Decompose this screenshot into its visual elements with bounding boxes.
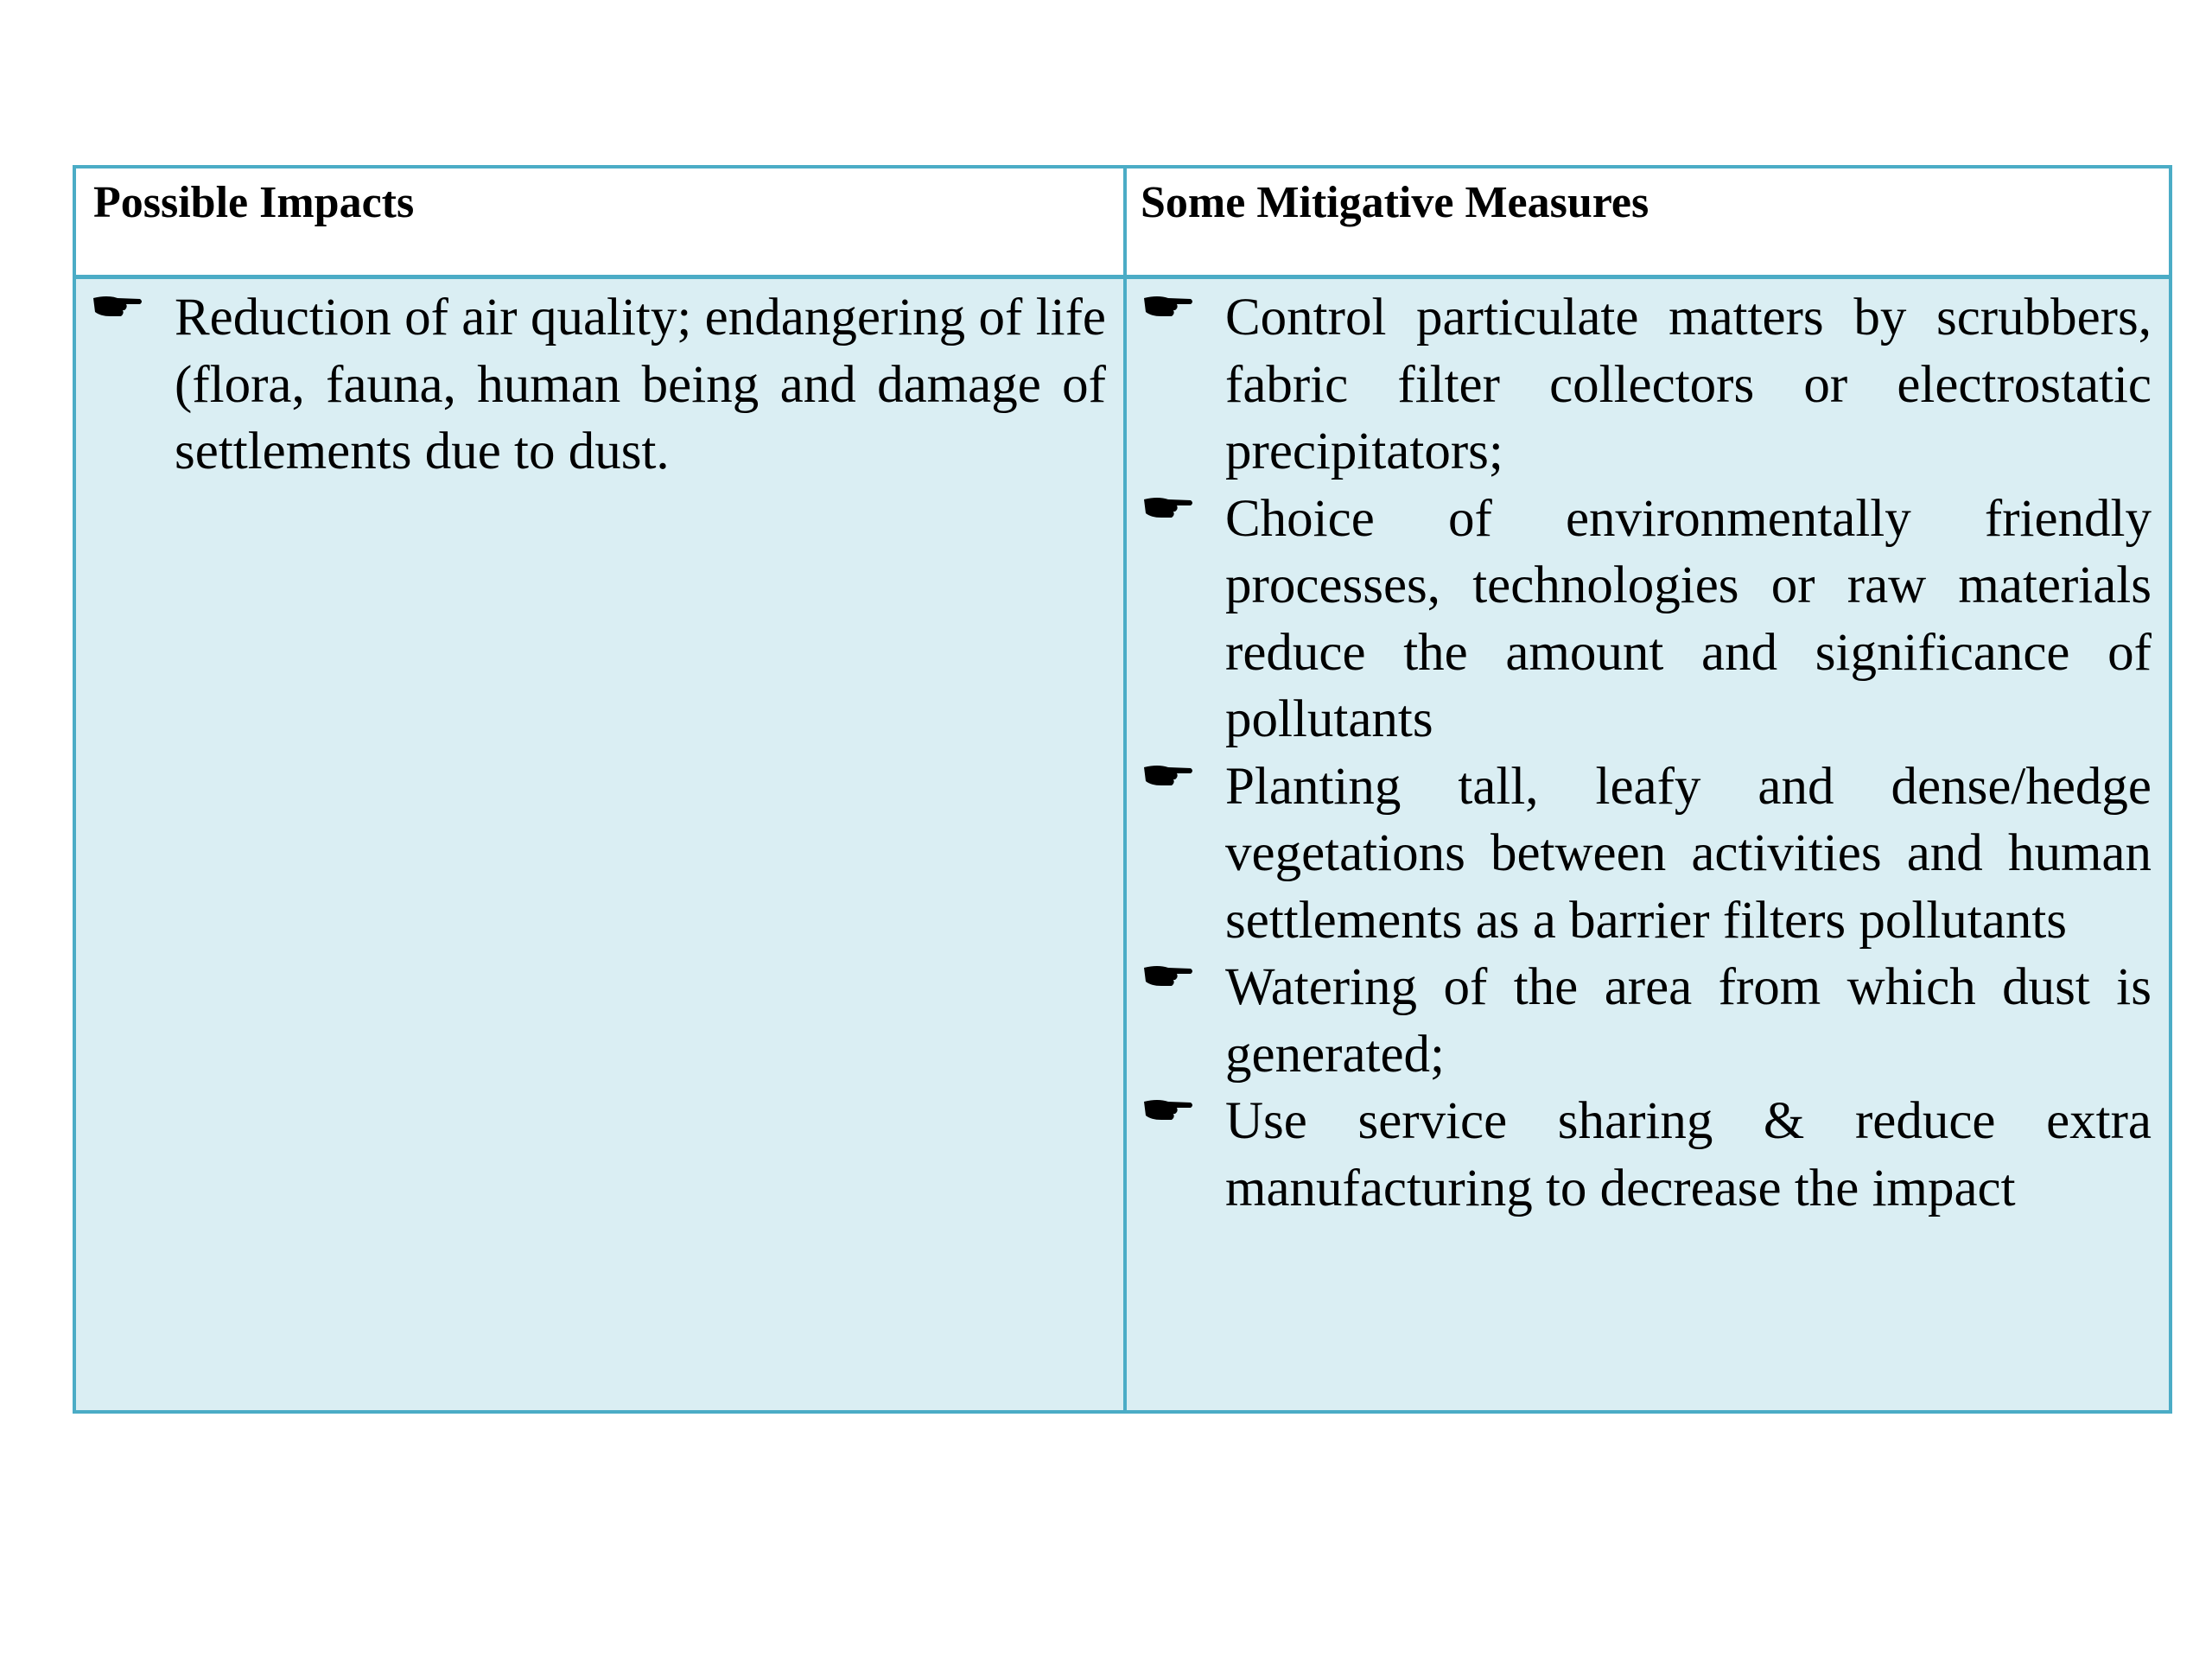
impacts-mitigation-table — [73, 165, 2172, 1414]
list-item — [1142, 954, 2152, 1088]
pointing-hand-icon — [1142, 959, 1194, 1002]
measures-cell — [1127, 279, 2169, 1410]
table-header-row — [76, 168, 2169, 279]
impact-text: Reduction of air quality; endangering of life (flora, fauna, human being and damage of settlements due to dust. — [175, 289, 1106, 480]
pointing-hand-icon — [92, 289, 143, 333]
list-item — [1142, 284, 2152, 486]
pointing-hand-icon — [1142, 491, 1194, 534]
measure-text: Choice of environmentally friendly processes, technologies or raw materials reduce the amount and significance of pollutants — [1225, 489, 2152, 748]
impacts-cell — [76, 279, 1123, 1410]
impacts-list — [76, 279, 1123, 486]
list-item — [1142, 486, 2152, 753]
measure-text: Control particulate matters by scrubbers, fabric filter collectors or electrostatic precipitators; — [1225, 289, 2152, 480]
header-possible-impacts: Possible Impacts — [93, 178, 415, 227]
table-body-row — [76, 279, 2169, 1410]
column-divider — [1123, 168, 1127, 1410]
list-item — [1142, 753, 2152, 955]
measure-text: Planting tall, leafy and dense/hedge vegetations between activities and human settlements as a barrier filters pollutants — [1225, 757, 2152, 950]
pointing-hand-icon — [1142, 1093, 1194, 1136]
measure-text: Watering of the area from which dust is generated; — [1225, 958, 2152, 1084]
list-item — [92, 284, 1106, 486]
pointing-hand-icon — [1142, 759, 1194, 802]
list-item — [1142, 1088, 2152, 1222]
header-mitigative-measures: Some Mitigative Measures — [1141, 178, 1649, 227]
measure-text: Use service sharing & reduce extra manufacturing to decrease the impact — [1225, 1092, 2152, 1217]
measures-list — [1127, 279, 2169, 1222]
pointing-hand-icon — [1142, 289, 1194, 333]
